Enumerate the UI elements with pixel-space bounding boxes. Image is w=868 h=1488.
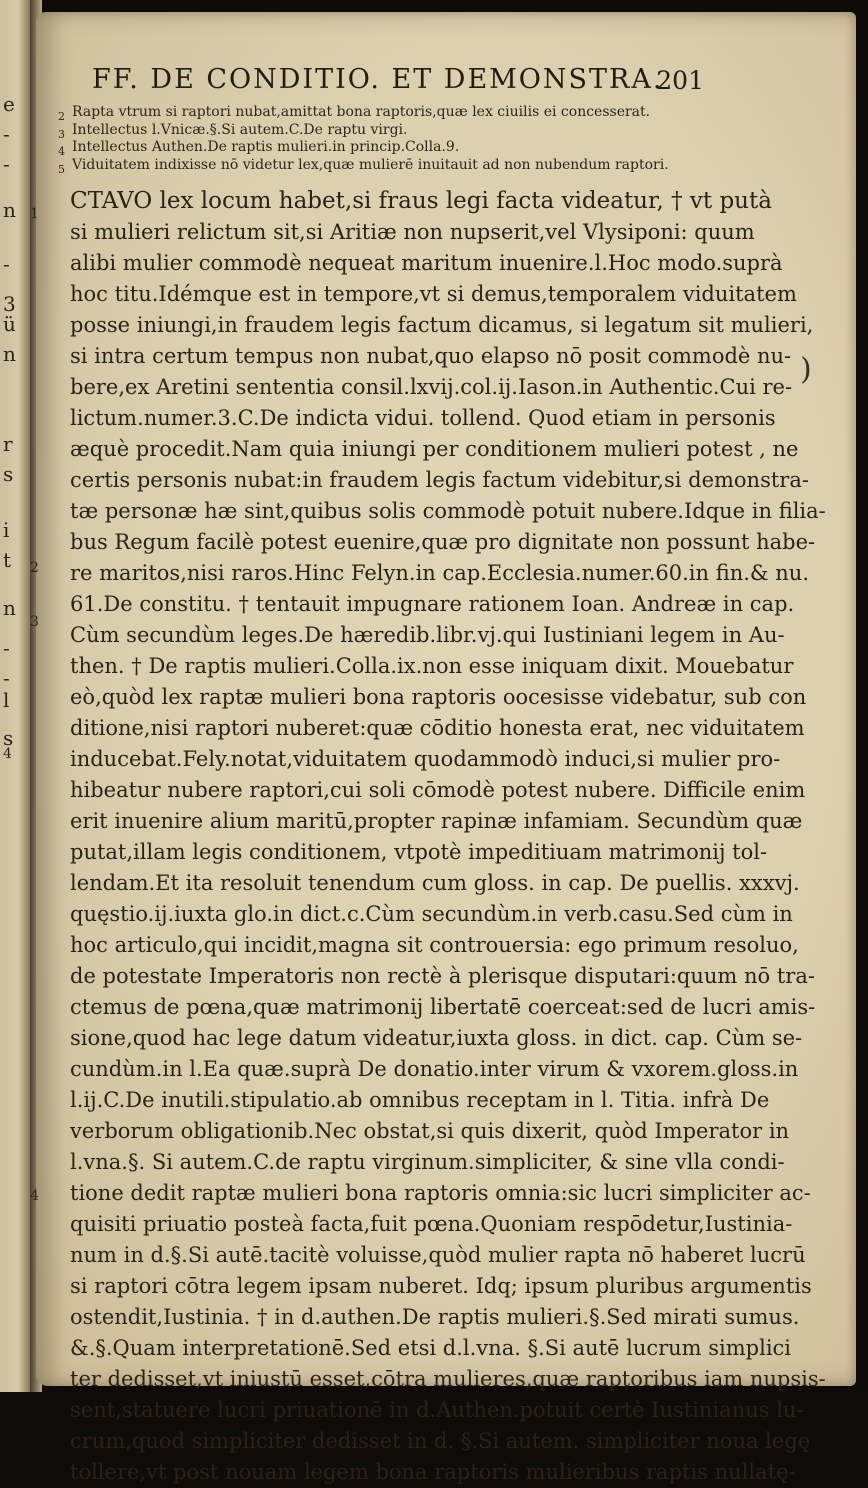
text-line: CTAVO lex locum habet,si fraus legi facta videatur, † vt putà (70, 188, 772, 214)
left-page-mark: n (3, 596, 16, 620)
text-line: certis personis nubat:in fraudem legis factum videbitur,si demonstra- (70, 468, 809, 492)
text-line: lictum.numer.3.C.De indicta vidui. tollend. Quod etiam in personis (70, 406, 776, 430)
text-line: ter dedisset,vt iniustū esset,cōtra mulieres,quæ raptoribus iam nupsis- (70, 1367, 826, 1391)
text-line: crum,quod simpliciter dedisset in d. §.Si autem. simpliciter noua legę (70, 1429, 811, 1453)
text-line: æquè procedit.Nam quia iniungi per conditionem mulieri potest , ne (70, 437, 799, 461)
left-page-mark: t (3, 548, 12, 572)
text-line: cundùm.in l.Ea quæ.suprà De donatio.inter virum & vxorem.gloss.in (70, 1057, 799, 1081)
left-page-mark: i (3, 518, 10, 542)
text-line: de potestate Imperatoris non rectè à plerisque disputari:quum nō tra- (70, 964, 815, 988)
left-page-mark: - (3, 152, 10, 176)
text-line: bere,ex Aretini sententia consil.lxvij.col.ij.Iason.in Authentic.Cui re- (70, 375, 793, 399)
text-line: tollere,vt post nouam legem bona raptoris mulieribus raptis nullatę- (70, 1460, 796, 1484)
left-page-mark: - (3, 636, 10, 660)
text-line: erit inuenire alium maritū,propter rapinæ infamiam. Secundùm quæ (70, 809, 803, 833)
margin-reference-number: 4 (30, 1188, 39, 1204)
marginal-note: 2 Rapta vtrum si raptori nubat,amittat bona raptoris,quæ lex ciuilis ei concesserat. (58, 104, 651, 123)
marginal-note: 5 Viduitatem indixisse nō videtur lex,quæ mulierē inuitauit ad non nubendum raptori. (58, 156, 669, 176)
text-line: lendam.Et ita resoluit tenendum cum gloss. in cap. De puellis. xxxvj. (70, 871, 800, 895)
text-line: inducebat.Fely.notat,viduitatem quodammodò induci,si mulier pro- (70, 747, 781, 771)
marginal-note: 4 Intellectus Authen.De raptis mulieri.in princip.Colla.9. (58, 139, 460, 158)
margin-reference-number: 2 (30, 560, 39, 576)
text-line: si raptori cōtra legem ipsam nuberet. Idq; ipsum pluribus argumentis (70, 1274, 812, 1298)
text-line: l.vna.§. Si autem.C.de raptu virginum.simpliciter, & sine vlla condi- (70, 1150, 785, 1174)
left-page-mark: - (3, 666, 10, 690)
text-line: sent,statuere lucri priuationē in d.Authen.potuit certè Iustinianus lu- (70, 1398, 804, 1422)
text-line: putat,illam legis conditionem, vtpotè impeditiuam matrimonij tol- (70, 840, 768, 864)
left-page-mark: l (3, 688, 10, 712)
margin-reference-number: 3 (30, 614, 39, 630)
text-line: bus Regum facilè potest euenire,quæ pro dignitate non possunt habe- (70, 530, 816, 554)
text-line: posse iniungi,in fraudem legis factum dicamus, si legatum sit mulieri, (70, 313, 814, 337)
text-line: quęstio.ij.iuxta glo.in dict.c.Cùm secundùm.in verb.casu.Sed cùm in (70, 902, 793, 926)
text-line: num in d.§.Si autē.tacitè voluisse,quòd mulier rapta nō haberet lucrū (70, 1243, 806, 1267)
left-page-mark: 3 (3, 292, 16, 316)
left-page-mark: 4 (3, 746, 12, 762)
main-text (70, 186, 826, 1488)
text-line: sione,quod hac lege datum videatur,iuxta gloss. in dict. cap. Cùm se- (70, 1026, 803, 1050)
text-line: ctemus de pœna,quæ matrimonij libertatē coerceat:sed de lucri amis- (70, 995, 816, 1019)
left-page-mark: e (3, 92, 15, 116)
text-line: hoc articulo,qui incidit,magna sit controuersia: ego primum resoluo, (70, 933, 799, 957)
margin-bracket-mark: ) (800, 352, 812, 387)
left-page-mark: ü (3, 312, 16, 336)
left-page-mark: s (3, 462, 14, 486)
header-title: FF. DE CONDITIO. ET DEMONSTRA. (92, 64, 664, 95)
marginal-notes (58, 104, 698, 174)
page-number: 201 (656, 66, 704, 95)
text-line: &.§.Quam interpretationē.Sed etsi d.l.vna. §.Si autē lucrum simplici (70, 1336, 792, 1360)
text-line: Cùm secundùm leges.De hæredib.libr.vj.qui Iustiniani legem in Au- (70, 623, 785, 647)
left-page-mark: n (3, 198, 16, 222)
text-line: alibi mulier commodè nequeat maritum inuenire.l.Hoc modo.suprà (70, 251, 783, 275)
text-line: quisiti priuatio posteà facta,fuit pœna.Quoniam respōdetur,Iustinia- (70, 1212, 793, 1236)
marginal-note: 3 Intellectus l.Vnicæ.§.Si autem.C.De raptu virgi. (58, 121, 408, 141)
text-line: re maritos,nisi raros.Hinc Felyn.in cap.Ecclesia.numer.60.in fin.& nu. (70, 561, 809, 585)
text-line: hibeatur nubere raptori,cui soli cōmodè potest nubere. Difficile enim (70, 778, 806, 802)
left-page-edge (0, 0, 30, 1392)
text-line: l.ij.C.De inutili.stipulatio.ab omnibus receptam in l. Titia. infrà De (70, 1088, 770, 1112)
text-line: ditione,nisi raptori nuberet:quæ cōditio honesta erat, nec viduitatem (70, 716, 805, 740)
text-line: then. † De raptis mulieri.Colla.ix.non esse iniquam dixit. Mouebatur (70, 654, 794, 678)
left-page-mark: - (3, 252, 10, 276)
text-line: verborum obligationib.Nec obstat,si quis dixerit, quòd Imperator in (70, 1119, 790, 1143)
text-line: ostendit,Iustinia. † in d.authen.De raptis mulieri.§.Sed mirati sumus. (70, 1305, 800, 1329)
text-line: si mulieri relictum sit,si Aritiæ non nupserit,vel Vlysiponi: quum (70, 220, 755, 244)
left-page-mark: n (3, 342, 16, 366)
text-line: si intra certum tempus non nubat,quo elapso nō posit commodè nu- (70, 344, 792, 368)
left-page-mark: r (3, 432, 13, 456)
margin-reference-number: 1 (30, 206, 39, 222)
left-page-mark: - (3, 122, 10, 146)
left-page-mark: s (3, 726, 14, 750)
text-line: 61.De constitu. † tentauit impugnare rationem Ioan. Andreæ in cap. (70, 592, 795, 616)
text-line: hoc titu.Idémque est in tempore,vt si demus,temporalem viduitatem (70, 282, 797, 306)
text-line: tione dedit raptæ mulieri bona raptoris omnia:sic lucri simpliciter ac- (70, 1181, 811, 1205)
text-line: tæ personæ hæ sint,quibus solis commodè potuit nubere.Idque in filia- (70, 499, 826, 523)
text-line: eò,quòd lex raptæ mulieri bona raptoris oocesisse videbatur, sub con (70, 685, 807, 709)
